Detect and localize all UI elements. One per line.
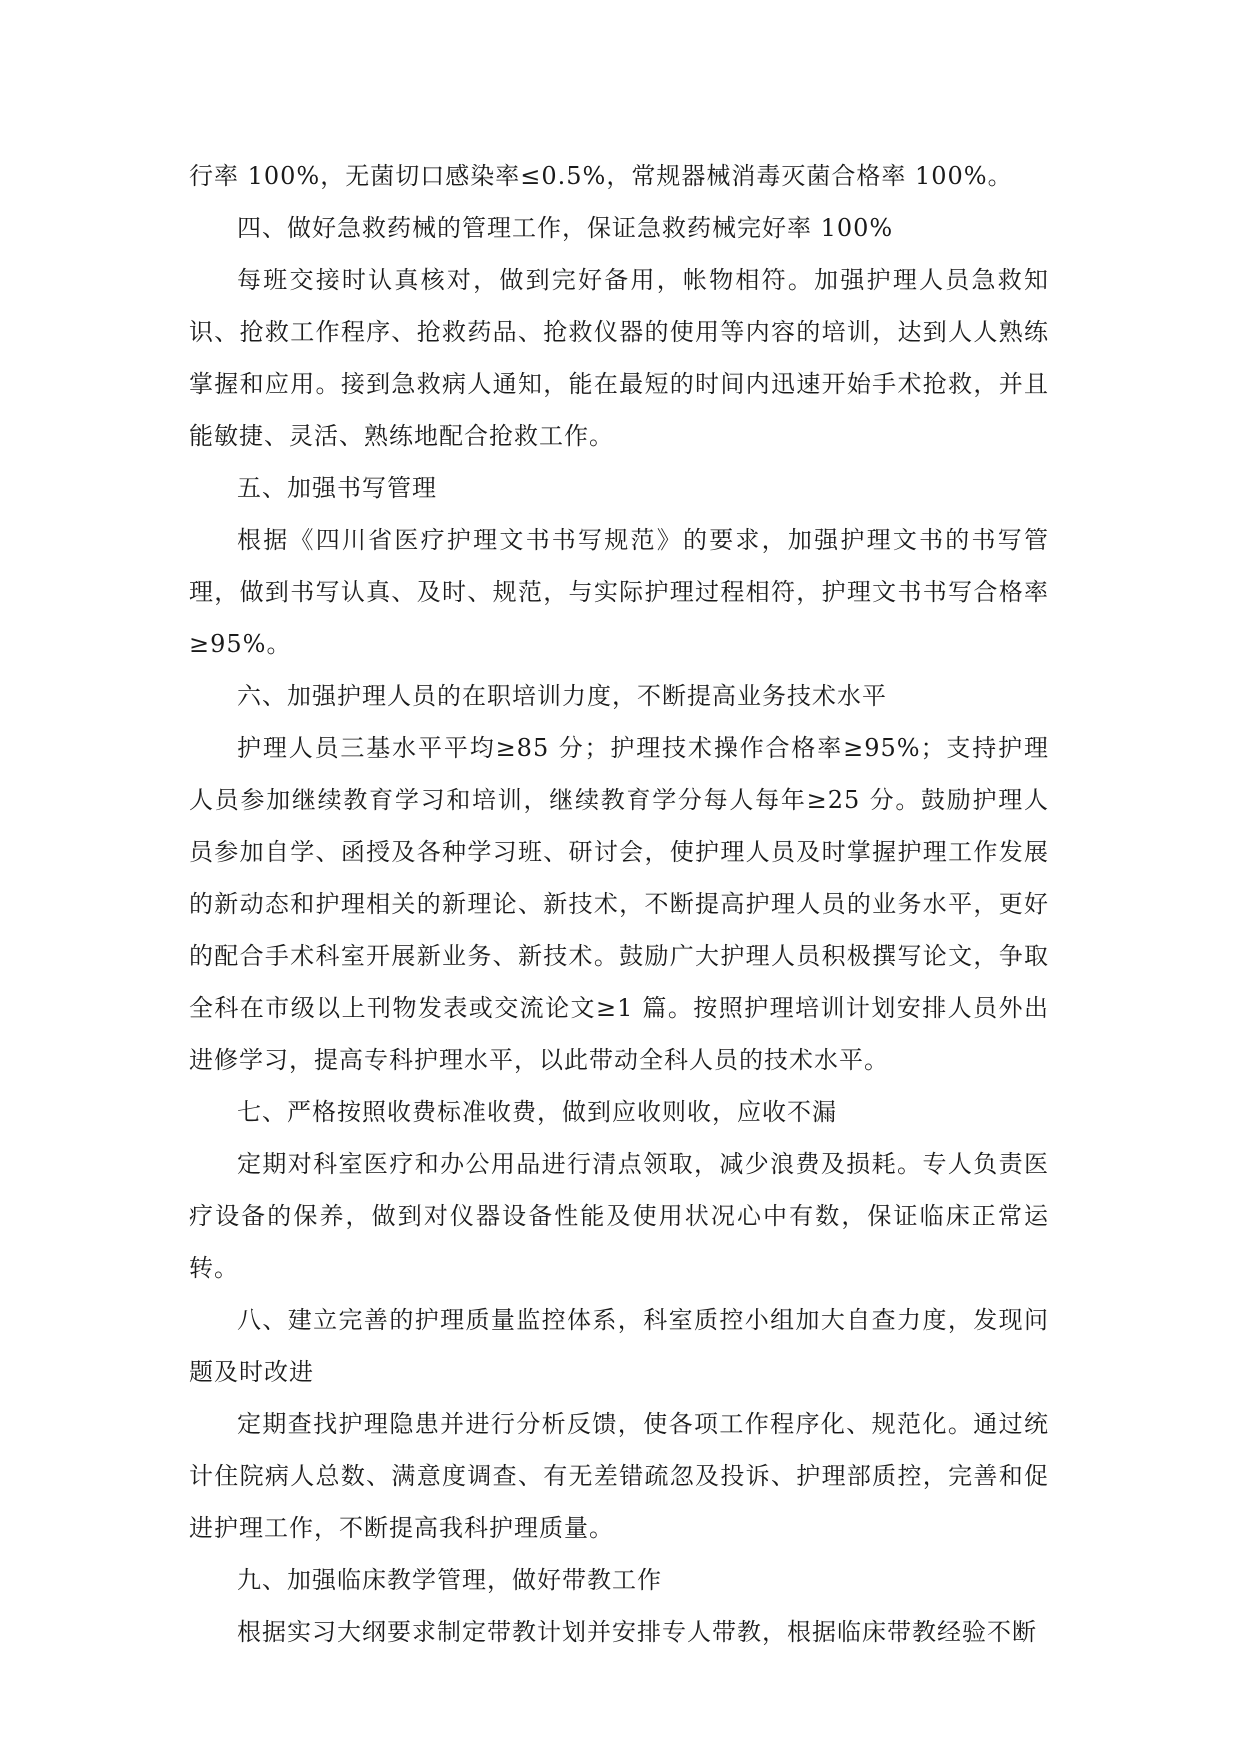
paragraph-emergency-drugs: 每班交接时认真核对，做到完好备用，帐物相符。加强护理人员急救知识、抢救工作程序、抢救药品、抢救仪器的使用等内容的培训，达到人人熟练掌握和应用。接到急救病人通知，能在最短的时间内迅速开始手术抢救，并且能敏捷、灵活、熟练地配合抢救工作。 [189, 266, 1049, 450]
section-heading-9: 九、加强临床教学管理，做好带教工作 [237, 1566, 662, 1594]
section-heading-5: 五、加强书写管理 [237, 474, 437, 502]
paragraph-continuation: 行率 100%，无菌切口感染率≤0.5%，常规器械消毒灭菌合格率 100%。 [189, 162, 1013, 190]
paragraph-fees: 定期对科室医疗和办公用品进行清点领取，减少浪费及损耗。专人负责医疗设备的保养，做到对仪器设备性能及使用状况心中有数，保证临床正常运转。 [189, 1150, 1049, 1282]
section-heading-6: 六、加强护理人员的在职培训力度，不断提高业务技术水平 [237, 682, 887, 710]
section-heading-4: 四、做好急救药械的管理工作，保证急救药械完好率 100% [237, 214, 894, 242]
document-page [189, 150, 1049, 1658]
paragraph-quality-control: 定期查找护理隐患并进行分析反馈，使各项工作程序化、规范化。通过统计住院病人总数、满意度调查、有无差错疏忽及投诉、护理部质控，完善和促进护理工作，不断提高我科护理质量。 [189, 1410, 1049, 1542]
section-heading-7: 七、严格按照收费标准收费，做到应收则收，应收不漏 [237, 1098, 837, 1126]
paragraph-teaching: 根据实习大纲要求制定带教计划并安排专人带教，根据临床带教经验不断 [237, 1618, 1037, 1646]
paragraph-writing-management: 根据《四川省医疗护理文书书写规范》的要求，加强护理文书的书写管理，做到书写认真、及时、规范，与实际护理过程相符，护理文书书写合格率≥95%。 [189, 526, 1049, 658]
paragraph-training: 护理人员三基水平平均≥85 分；护理技术操作合格率≥95%；支持护理人员参加继续教育学习和培训，继续教育学分每人每年≥25 分。鼓励护理人员参加自学、函授及各种学习班、研讨会，使护理人员及时掌握护理工作发展的新动态和护理相关的新理论、新技术，不断提高护理人员的业务水平，更好的配合手术科室开展新业务、新技术。鼓励广大护理人员积极撰写论文，争取全科在市级以上刊物发表或交流论文≥1 篇。按照护理培训计划安排人员外出进修学习，提高专科护理水平，以此带动全科人员的技术水平。 [189, 734, 1049, 1074]
section-heading-8: 八、建立完善的护理质量监控体系，科室质控小组加大自查力度，发现问题及时改进 [189, 1306, 1049, 1386]
